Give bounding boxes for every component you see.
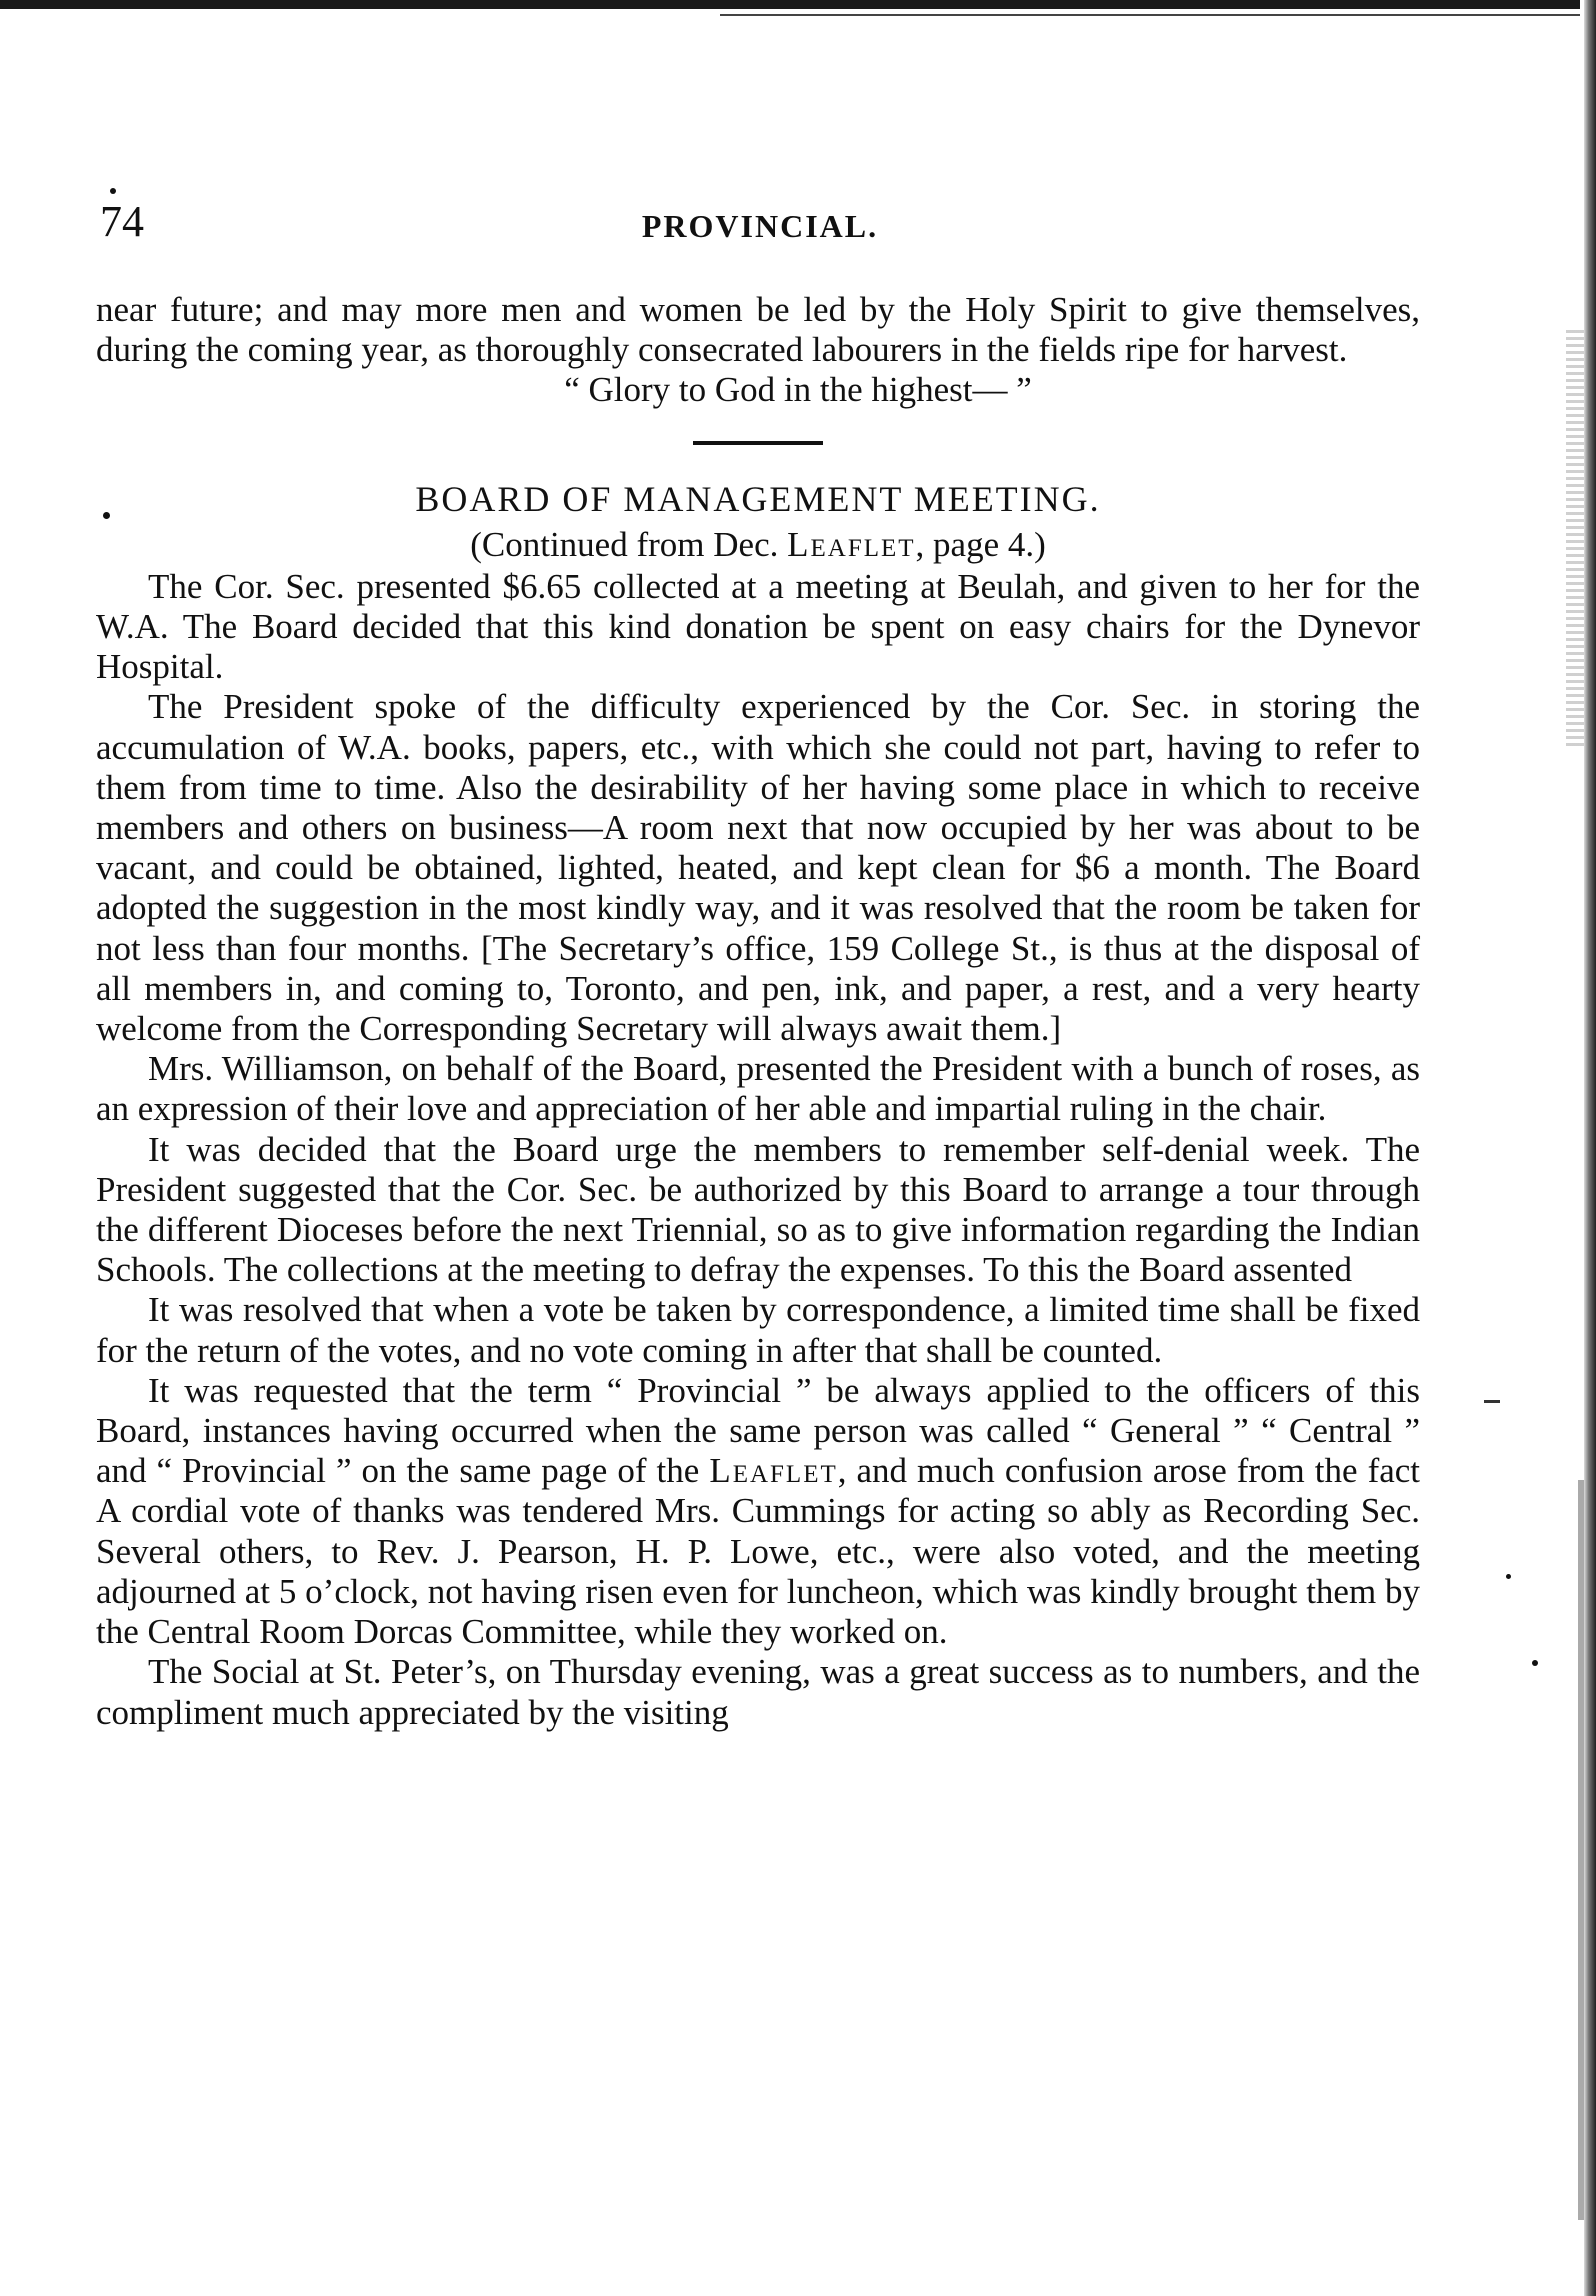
provincial-text: It was requested that the term “ Provincial ” be always applied to the officers of this Board, instances having occurred when the same person was called “ General ” “ Central ” and “ Provincial ” on the same page of the — [96, 1370, 1420, 1491]
top-thin-rule — [720, 14, 1580, 16]
page-edge-noise-lower — [1578, 1480, 1584, 2220]
page-edge-shadow — [1584, 0, 1596, 2296]
section-title: BOARD OF MANAGEMENT MEETING. — [415, 478, 1101, 519]
section-subtitle — [96, 525, 1420, 565]
top-border-rule — [0, 0, 1580, 9]
paragraph-donation: The Cor. Sec. presented $6.65 collected at a meeting at Beulah, and given to her for the W.A. The Board decided that this kind donation be spent on easy chairs for the Dynevor Hospital. — [96, 566, 1420, 687]
page-edge-noise — [1566, 330, 1584, 750]
paragraph-roses: Mrs. Williamson, on behalf of the Board, presented the President with a bunch of roses, as an expression of their love and appreciation of her able and impartial ruling in the chair. — [96, 1049, 1420, 1129]
section-divider — [693, 441, 823, 445]
doxology-line: “ Glory to God in the highest— ” — [564, 370, 1032, 410]
paragraph-social: The Social at St. Peter’s, on Thursday evening, was a great success as to numbers, and the compliment much appreciated by the visiting — [96, 1652, 1420, 1732]
provincial-text-rest: , and much confusion arose from the fact A cordial vote of thanks was tendered Mrs. Cummings for acting so ably as Recording Sec. Several others, to Rev. J. Pearson, H. P. Lowe, etc., were also voted, and the meeting adjourned at 5 o’clock, not having risen even for luncheon, which was kindly brought them by the Central Room Dorcas Committee, while they worked on. — [96, 1451, 1421, 1652]
paragraph-provincial — [96, 1371, 1420, 1652]
leaflet-name: Leaflet — [787, 524, 916, 564]
page-header — [100, 197, 1420, 260]
paragraph-vote: It was resolved that when a vote be taken by correspondence, a limited time shall be fixed for the return of the votes, and no vote coming in after that shall be counted. — [96, 1290, 1420, 1370]
page-number: 74 — [100, 197, 144, 246]
subtitle-page: , page 4.) — [915, 524, 1046, 564]
running-head: PROVINCIAL. — [641, 208, 879, 244]
paragraph-office-room: The President spoke of the difficulty experienced by the Cor. Sec. in storing the accumulation of W.A. books, papers, etc., with which she could not part, having to refer to them from time to time. Also the desirability of her having some place in which to receive members and others on business—A room next that now occupied by her was about to be vacant, and could be obtained, lighted, heated, and kept clean for $6 a month. The Board adopted the suggestion in the most kindly way, and it was resolved that the room be taken for not less than four months. [The Secretary’s office, 159 College St., is thus at the disposal of all members in, and coming to, Toronto, and pen, ink, and paper, a rest, and a very hearty welcome from the Corresponding Secretary will always await them.] — [96, 687, 1420, 1049]
ink-speck — [110, 188, 116, 194]
margin-dash — [1484, 1400, 1500, 1403]
intro-paragraph: near future; and may more men and women be led by the Holy Spirit to give themselves, during the coming year, as thoroughly consecrated labourers in the fields ripe for harvest. — [96, 290, 1420, 370]
subtitle-text: (Continued from Dec. — [470, 524, 779, 564]
paragraph-self-denial: It was decided that the Board urge the members to remember self-denial week. The President suggested that the Cor. Sec. be authorized by this Board to arrange a tour through the different Dioceses before the next Triennial, so as to give information regarding the Indian Schools. The collections at the meeting to defray the expenses. To this the Board assented — [96, 1129, 1420, 1290]
page-body — [96, 290, 1420, 1733]
leaflet-name: Leaflet — [709, 1451, 838, 1491]
ink-speck — [1506, 1574, 1511, 1579]
ink-speck — [1532, 1660, 1538, 1666]
